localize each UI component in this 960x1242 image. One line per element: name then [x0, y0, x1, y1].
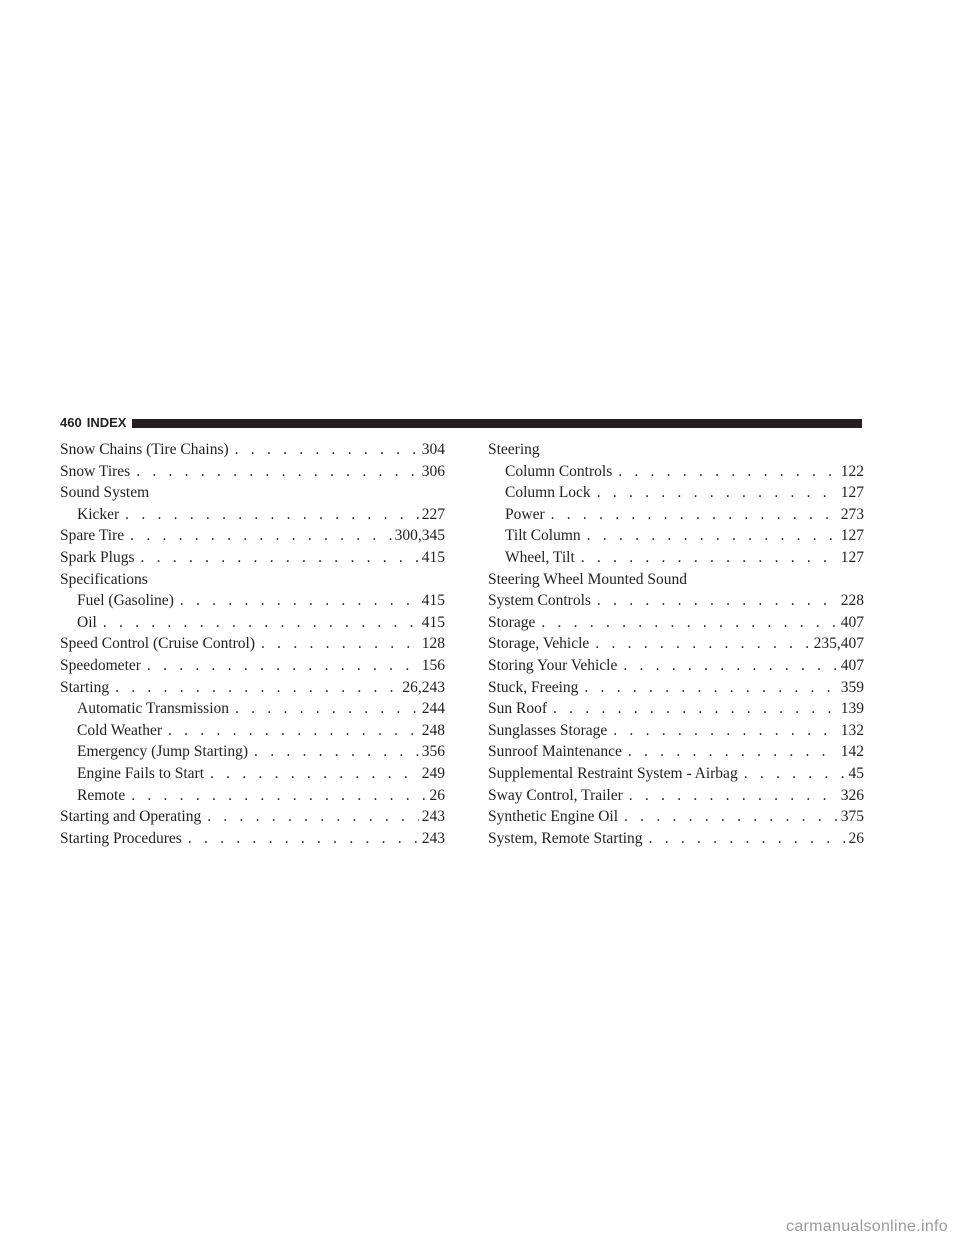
index-term: Sound System [60, 484, 150, 502]
index-page-ref: 249 [421, 764, 445, 782]
index-term: Snow Tires [60, 462, 131, 480]
index-term: Spark Plugs [60, 548, 135, 566]
dot-leader [551, 504, 838, 526]
index-page-ref: 142 [840, 743, 864, 761]
index-page-ref: 228 [840, 592, 864, 610]
index-entry [488, 828, 864, 850]
index-term: Specifications [60, 570, 148, 588]
index-page-ref: 273 [840, 505, 864, 523]
index-entry [488, 612, 864, 634]
index-term: Sway Control, Trailer [488, 786, 623, 804]
index-page-ref: 243 [421, 829, 445, 847]
dot-leader [623, 655, 837, 677]
index-entry [488, 633, 864, 655]
index-term: Supplemental Restraint System - Airbag [488, 764, 738, 782]
dot-leader [584, 677, 837, 699]
dot-leader [131, 785, 426, 807]
index-page-ref: 235,407 [813, 635, 864, 653]
index-entry [60, 633, 445, 655]
index-page-ref: 243 [421, 808, 445, 826]
dot-leader [180, 590, 419, 612]
dot-leader [541, 612, 837, 634]
index-term: Starting Procedures [60, 829, 182, 847]
dot-leader [254, 741, 419, 763]
index-page-ref: 375 [840, 808, 864, 826]
index-term: System, Remote Starting [488, 829, 643, 847]
index-page-ref: 407 [840, 656, 864, 674]
index-term: Tilt Column [505, 527, 581, 545]
index-page-ref: 45 [848, 764, 864, 782]
index-page-ref: 359 [840, 678, 864, 696]
index-entry [488, 525, 864, 547]
index-entry [488, 720, 864, 742]
dot-leader [125, 504, 419, 526]
index-page-ref: 227 [421, 505, 445, 523]
index-entry [488, 785, 864, 807]
index-term: Steering Wheel Mounted Sound [488, 570, 688, 588]
index-page-ref: 326 [840, 786, 864, 804]
index-entry [488, 547, 864, 569]
index-entry [488, 590, 864, 612]
index-entry [488, 698, 864, 720]
index-term: Wheel, Tilt [505, 548, 575, 566]
dot-leader [581, 547, 838, 569]
index-entry [60, 547, 445, 569]
index-term: Storage, Vehicle [488, 635, 590, 653]
index-entry [60, 720, 445, 742]
dot-leader [744, 763, 846, 785]
index-term: Speed Control (Cruise Control) [60, 635, 256, 653]
dot-leader [235, 439, 419, 461]
dot-leader [649, 828, 846, 850]
index-page-ref: 248 [421, 721, 445, 739]
dot-leader [103, 612, 419, 634]
dot-leader [587, 525, 838, 547]
index-page-ref: 415 [421, 548, 445, 566]
dot-leader [613, 720, 837, 742]
dot-leader [147, 655, 419, 677]
index-entry [60, 828, 445, 850]
index-entry [60, 504, 445, 526]
dot-leader [141, 547, 419, 569]
index-term: Steering [488, 441, 540, 458]
index-entry [60, 612, 445, 634]
index-entry [60, 785, 445, 807]
index-term: Starting and Operating [60, 808, 202, 826]
index-term: Cold Weather [77, 721, 162, 739]
dot-leader [115, 677, 399, 699]
index-term: Column Controls [505, 462, 613, 480]
dot-leader [168, 720, 419, 742]
page-header [60, 414, 862, 432]
dot-leader [629, 785, 838, 807]
index-term: Power [505, 505, 545, 523]
index-entry [60, 655, 445, 677]
index-page-ref: 122 [840, 462, 864, 480]
index-entry [488, 461, 864, 483]
section-title: INDEX [86, 415, 127, 430]
index-column-left [60, 439, 445, 849]
dot-leader [188, 828, 419, 850]
dot-leader [618, 461, 838, 483]
index-term: Remote [77, 786, 126, 804]
index-entry [60, 806, 445, 828]
index-entry [488, 677, 864, 699]
index-term: Column Lock [505, 484, 591, 502]
index-term: Spare Tire [60, 527, 125, 545]
index-term: Engine Fails to Start [77, 764, 205, 782]
header-rule [132, 419, 862, 428]
index-entry [60, 569, 445, 591]
index-term: Sunroof Maintenance [488, 743, 622, 761]
index-page-ref: 127 [840, 484, 864, 502]
index-entry [488, 806, 864, 828]
index-entry [60, 461, 445, 483]
index-term: Emergency (Jump Starting) [77, 743, 249, 761]
index-entry [60, 698, 445, 720]
index-entry [488, 482, 864, 504]
index-entry [60, 741, 445, 763]
index-term: Sunglasses Storage [488, 721, 608, 739]
index-page-ref: 415 [421, 613, 445, 631]
index-term: Fuel (Gasoline) [77, 592, 174, 610]
dot-leader [624, 806, 838, 828]
index-page-ref: 415 [421, 592, 445, 610]
index-page-ref: 127 [840, 527, 864, 545]
index-entry [488, 504, 864, 526]
index-term: Speedometer [60, 656, 141, 674]
index-page-ref: 300,345 [394, 527, 445, 545]
index-term: System Controls [488, 592, 591, 610]
index-entry [488, 569, 864, 591]
index-page-ref: 26 [429, 786, 445, 804]
dot-leader [210, 763, 419, 785]
index-term: Stuck, Freeing [488, 678, 579, 696]
dot-leader [597, 590, 838, 612]
page-number: 460 [60, 415, 82, 430]
index-page-ref: 156 [421, 656, 445, 674]
index-entry [488, 741, 864, 763]
index-page-ref: 139 [840, 700, 864, 718]
dot-leader [628, 741, 838, 763]
index-entry [60, 677, 445, 699]
index-page-ref: 26 [848, 829, 864, 847]
index-page-ref: 26,243 [402, 678, 445, 696]
index-entry [60, 439, 445, 461]
index-term: Synthetic Engine Oil [488, 808, 619, 826]
dot-leader [261, 633, 419, 655]
index-term: Starting [60, 678, 110, 696]
index-entry [60, 763, 445, 785]
index-entry [60, 525, 445, 547]
dot-leader [207, 806, 419, 828]
index-entry [60, 590, 445, 612]
dot-leader [136, 461, 419, 483]
index-page-ref: 304 [421, 441, 445, 458]
index-page-ref: 407 [840, 613, 864, 631]
index-page-ref: 356 [421, 743, 445, 761]
index-entry [488, 763, 864, 785]
index-page-ref: 306 [421, 462, 445, 480]
watermark: carmanualsonline.info [786, 1218, 948, 1235]
index-page-ref: 244 [421, 700, 445, 718]
dot-leader [597, 482, 838, 504]
index-term: Automatic Transmission [77, 700, 230, 718]
index-term: Kicker [77, 505, 120, 523]
index-term: Snow Chains (Tire Chains) [60, 441, 229, 458]
dot-leader [130, 525, 391, 547]
index-term: Storing Your Vehicle [488, 656, 618, 674]
index-term: Sun Roof [488, 700, 547, 718]
index-page-ref: 132 [840, 721, 864, 739]
index-page-ref: 128 [421, 635, 445, 653]
dot-leader [235, 698, 419, 720]
index-column-right [488, 439, 864, 849]
dot-leader [553, 698, 838, 720]
index-page-ref: 127 [840, 548, 864, 566]
index-term: Storage [488, 613, 536, 631]
index-entry [488, 439, 864, 461]
index-term: Oil [77, 613, 97, 631]
index-entry [488, 655, 864, 677]
index-entry [60, 482, 445, 504]
dot-leader [595, 633, 810, 655]
